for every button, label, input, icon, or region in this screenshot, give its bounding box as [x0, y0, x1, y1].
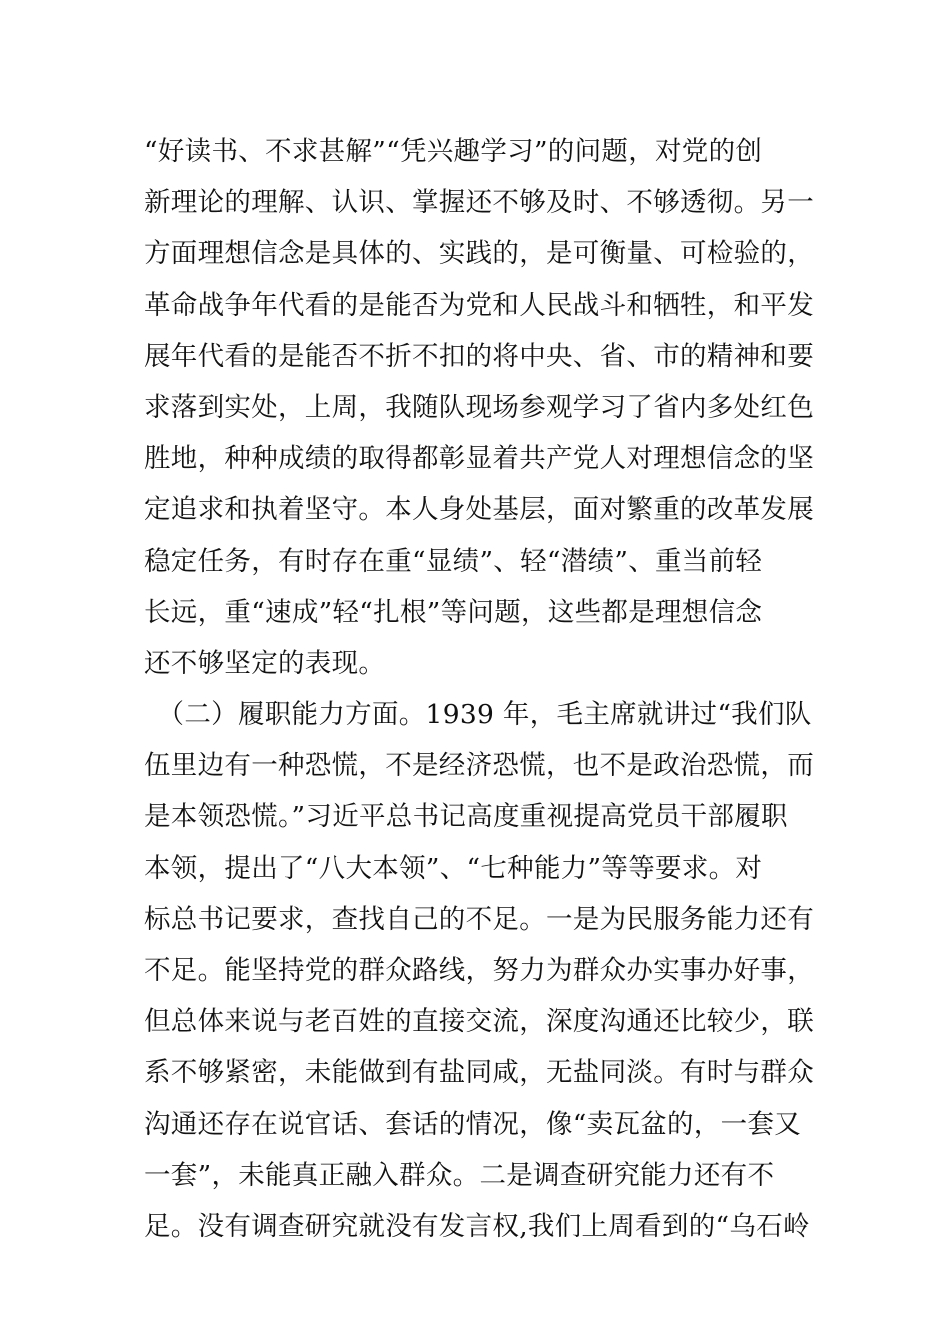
text-line: 新理论的理解、认识、掌握还不够及时、不够透彻。另一 [144, 187, 814, 219]
text-line: 求落到实处，上周，我随队现场参观学习了省内多处红色 [144, 391, 814, 423]
text-line: 长远，重“速成”轻“扎根”等问题，这些都是理想信念 [144, 596, 763, 628]
section-heading-line: （二）履职能力方面。1939 年，毛主席就讲过“我们队 [144, 699, 812, 731]
body-text [144, 126, 824, 1252]
text-line: 沟通还存在说官话、套话的情况，像“卖瓦盆的，一套又 [144, 1108, 802, 1140]
text-line: 但总体来说与老百姓的直接交流，深度沟通还比较少，联 [144, 1006, 814, 1038]
text-line: 足。没有调查研究就没有发言权,我们上周看到的“乌石岭 [144, 1210, 810, 1242]
text-line: 伍里边有一种恐慌，不是经济恐慌，也不是政治恐慌，而 [144, 750, 814, 782]
text-line: 一套”，未能真正融入群众。二是调查研究能力还有不 [144, 1159, 775, 1191]
text-line: 稳定任务，有时存在重“显绩”、轻“潜绩”、重当前轻 [144, 545, 763, 577]
text-line: 是本领恐慌。”习近平总书记高度重视提高党员干部履职 [144, 801, 788, 833]
text-line: 革命战争年代看的是能否为党和人民战斗和牺牲，和平发 [144, 289, 814, 321]
text-line: “好读书、不求甚解”“凭兴趣学习”的问题，对党的创 [144, 136, 763, 167]
text-line: 展年代看的是能否不折不扣的将中央、省、市的精神和要 [144, 340, 814, 372]
text-line: 本领，提出了“八大本领”、“七种能力”等等要求。对 [144, 852, 763, 884]
text-line: 定追求和执着坚守。本人身处基层，面对繁重的改革发展 [144, 494, 814, 526]
text-line: 标总书记要求，查找自己的不足。一是为民服务能力还有 [144, 903, 814, 935]
text-line: 方面理想信念是具体的、实践的，是可衡量、可检验的， [144, 238, 814, 270]
text-line: 胜地，种种成绩的取得都彰显着共产党人对理想信念的坚 [144, 443, 814, 475]
text-line: 还不够坚定的表现。 [144, 647, 386, 679]
text-line: 不足。能坚持党的群众路线，努力为群众办实事办好事， [144, 955, 814, 986]
text-line: 系不够紧密，未能做到有盐同咸，无盐同淡。有时与群众 [144, 1057, 814, 1089]
